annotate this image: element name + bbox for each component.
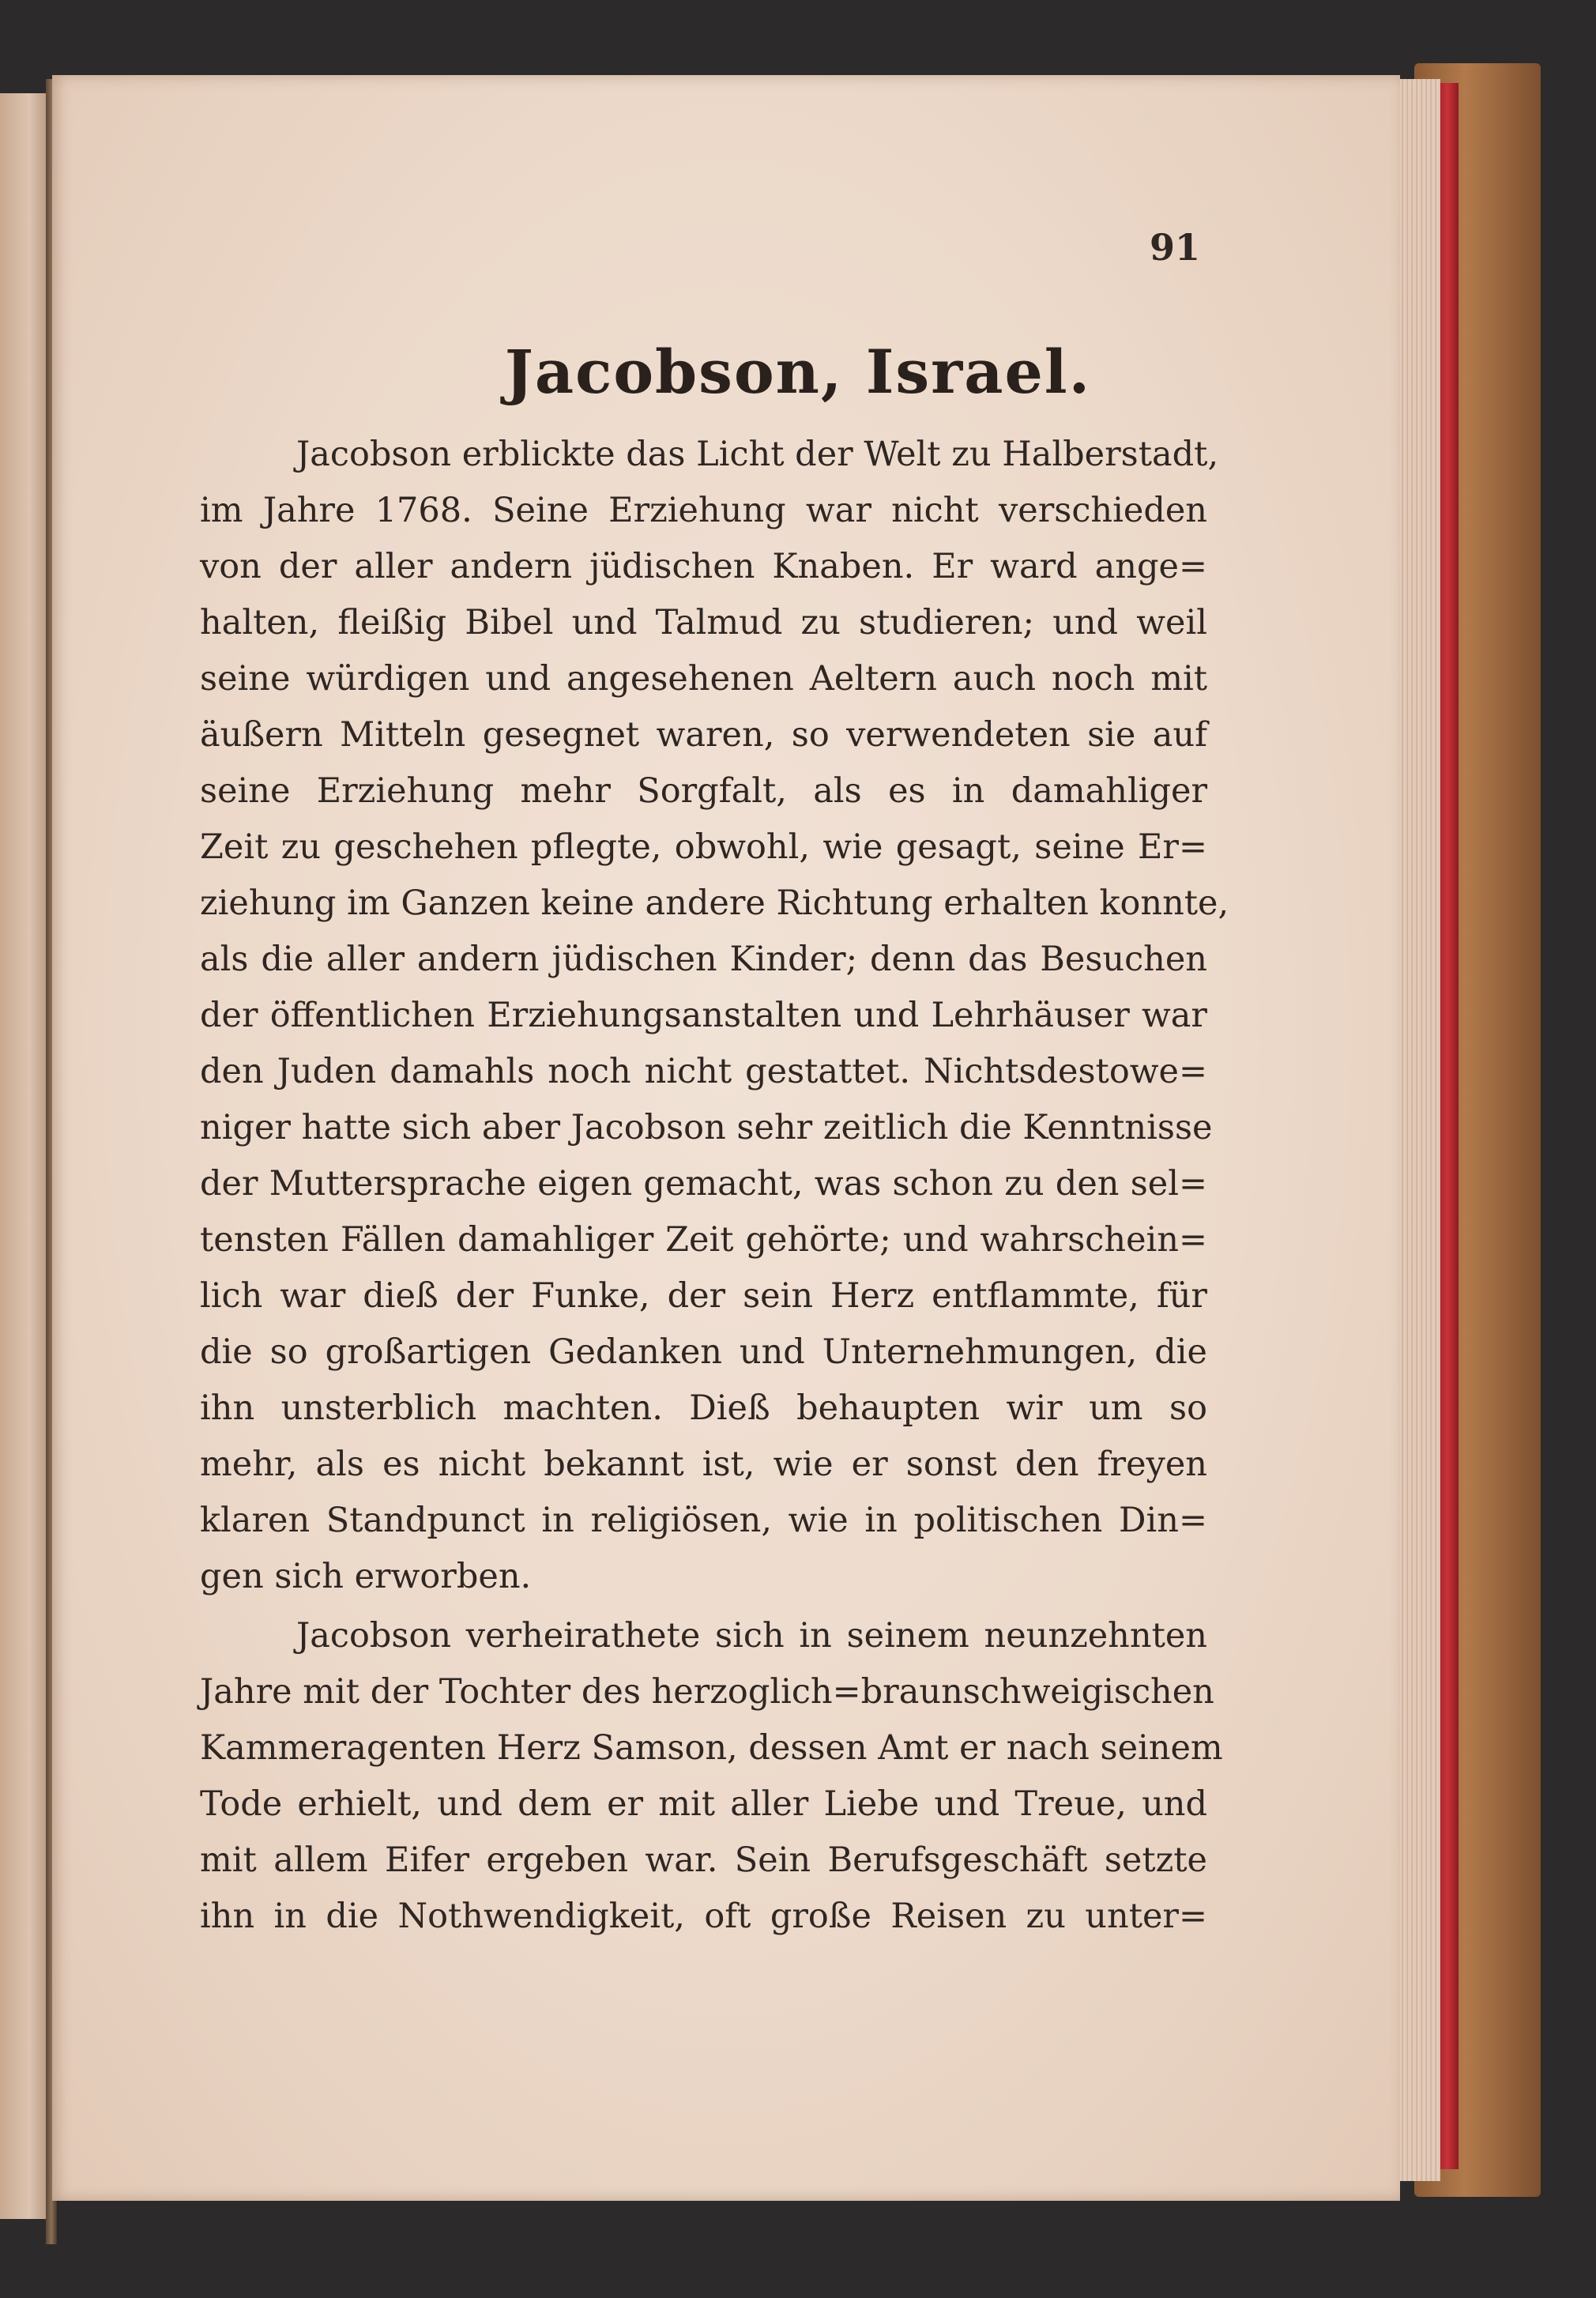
text-line: mit allem Eifer ergeben war. Sein Berufsgeschäft setzte (200, 1840, 1207, 1880)
text-line: seine Erziehung mehr Sorgfalt, als es in damahliger (200, 771, 1207, 811)
paragraph-2 (200, 1608, 1223, 1945)
text-line: seine würdigen und angesehenen Aeltern auch noch mit (200, 659, 1207, 699)
entry-heading: Jacobson, Israel. (504, 337, 1092, 407)
text-line: äußern Mitteln gesegnet waren, so verwendeten sie auf (200, 715, 1207, 755)
page-number: 91 (1150, 226, 1201, 269)
text-line: der öffentlichen Erziehungsanstalten und Lehrhäuser war (200, 996, 1207, 1035)
text-line: Jacobson erblickte das Licht der Welt zu Halberstadt, (296, 435, 1219, 474)
paragraph-1 (200, 427, 1229, 1605)
text-line: die so großartigen Gedanken und Unternehmungen, die (200, 1332, 1207, 1372)
text-line: im Jahre 1768. Seine Erziehung war nicht verschieden (200, 491, 1207, 530)
text-line: Jahre mit der Tochter des herzoglich=braunschweigischen (200, 1672, 1214, 1712)
text-line: niger hatte sich aber Jacobson sehr zeitlich die Kenntnisse (200, 1108, 1213, 1147)
text-line: klaren Standpunct in religiösen, wie in politischen Din= (200, 1501, 1207, 1540)
previous-page-edge (0, 93, 49, 2219)
text-line: Kammeragenten Herz Samson, dessen Amt er nach seinem (200, 1728, 1223, 1768)
text-line: mehr, als es nicht bekannt ist, wie er sonst den freyen (200, 1445, 1207, 1484)
text-line: der Muttersprache eigen gemacht, was schon zu den sel= (200, 1164, 1207, 1204)
text-line: ihn in die Nothwendigkeit, oft große Reisen zu unter= (200, 1897, 1207, 1936)
text-line: gen sich erworben. (200, 1557, 532, 1596)
text-line: von der aller andern jüdischen Knaben. Er ward ange= (200, 547, 1207, 586)
text-line: tensten Fällen damahliger Zeit gehörte; und wahrschein= (200, 1220, 1207, 1260)
text-line: Zeit zu geschehen pflegte, obwohl, wie gesagt, seine Er= (200, 827, 1207, 867)
text-line: als die aller andern jüdischen Kinder; denn das Besuchen (200, 940, 1207, 979)
text-line: Jacobson verheirathete sich in seinem neunzehnten (296, 1616, 1207, 1656)
text-line: ziehung im Ganzen keine andere Richtung erhalten konnte, (200, 883, 1229, 923)
text-line: Tode erhielt, und dem er mit aller Liebe und Treue, und (200, 1784, 1207, 1824)
text-line: halten, fleißig Bibel und Talmud zu studieren; und weil (200, 603, 1207, 642)
text-line: ihn unsterblich machten. Dieß behaupten wir um so (200, 1388, 1207, 1428)
text-line: lich war dieß der Funke, der sein Herz entflammte, für (200, 1276, 1207, 1316)
text-line: den Juden damahls noch nicht gestattet. Nichtsdestowe= (200, 1052, 1207, 1091)
